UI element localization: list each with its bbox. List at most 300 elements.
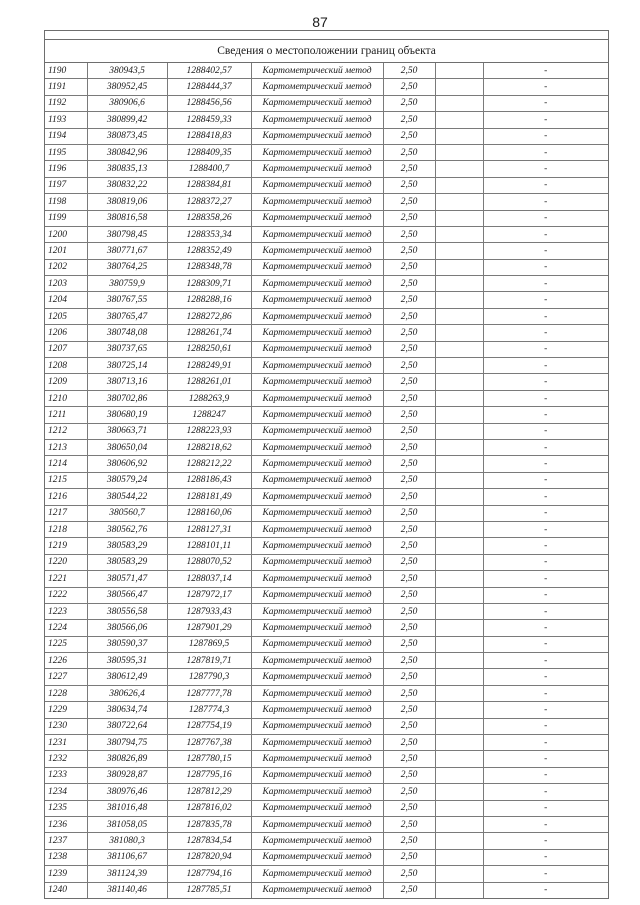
empty-cell bbox=[435, 95, 483, 111]
x-coordinate: 381140,46 bbox=[87, 882, 167, 898]
accuracy-value: 2,50 bbox=[383, 587, 435, 603]
point-number: 1201 bbox=[45, 243, 87, 259]
dash-cell: - bbox=[483, 144, 608, 160]
point-number: 1226 bbox=[45, 653, 87, 669]
dash-cell: - bbox=[483, 63, 608, 79]
x-coordinate: 380612,49 bbox=[87, 669, 167, 685]
table-row bbox=[45, 194, 608, 210]
accuracy-value: 2,50 bbox=[383, 603, 435, 619]
y-coordinate: 1287777,78 bbox=[167, 685, 251, 701]
empty-cell bbox=[435, 489, 483, 505]
x-coordinate: 380556,58 bbox=[87, 603, 167, 619]
table-row bbox=[45, 276, 608, 292]
y-coordinate: 1287780,15 bbox=[167, 751, 251, 767]
x-coordinate: 380634,74 bbox=[87, 702, 167, 718]
determination-method: Картометрический метод bbox=[251, 112, 383, 128]
determination-method: Картометрический метод bbox=[251, 472, 383, 488]
y-coordinate: 1288418,83 bbox=[167, 128, 251, 144]
empty-cell bbox=[435, 112, 483, 128]
accuracy-value: 2,50 bbox=[383, 554, 435, 570]
point-number: 1230 bbox=[45, 718, 87, 734]
determination-method: Картометрический метод bbox=[251, 358, 383, 374]
y-coordinate: 1287774,3 bbox=[167, 702, 251, 718]
x-coordinate: 380771,67 bbox=[87, 243, 167, 259]
table-row bbox=[45, 800, 608, 816]
determination-method: Картометрический метод bbox=[251, 702, 383, 718]
determination-method: Картометрический метод bbox=[251, 276, 383, 292]
point-number: 1197 bbox=[45, 177, 87, 193]
determination-method: Картометрический метод bbox=[251, 521, 383, 537]
y-coordinate: 1288459,33 bbox=[167, 112, 251, 128]
empty-cell bbox=[435, 849, 483, 865]
y-coordinate: 1288456,56 bbox=[167, 95, 251, 111]
dash-cell: - bbox=[483, 226, 608, 242]
determination-method: Картометрический метод bbox=[251, 767, 383, 783]
determination-method: Картометрический метод bbox=[251, 669, 383, 685]
dash-cell: - bbox=[483, 95, 608, 111]
y-coordinate: 1288212,22 bbox=[167, 456, 251, 472]
x-coordinate: 380928,87 bbox=[87, 767, 167, 783]
empty-cell bbox=[435, 735, 483, 751]
dash-cell: - bbox=[483, 603, 608, 619]
dash-cell: - bbox=[483, 194, 608, 210]
table-row bbox=[45, 849, 608, 865]
x-coordinate: 380794,75 bbox=[87, 735, 167, 751]
empty-cell bbox=[435, 882, 483, 898]
determination-method: Картометрический метод bbox=[251, 653, 383, 669]
accuracy-value: 2,50 bbox=[383, 505, 435, 521]
empty-cell bbox=[435, 358, 483, 374]
determination-method: Картометрический метод bbox=[251, 128, 383, 144]
y-coordinate: 1287790,3 bbox=[167, 669, 251, 685]
dash-cell: - bbox=[483, 472, 608, 488]
dash-cell: - bbox=[483, 554, 608, 570]
table-row bbox=[45, 177, 608, 193]
point-number: 1228 bbox=[45, 685, 87, 701]
x-coordinate: 380579,24 bbox=[87, 472, 167, 488]
accuracy-value: 2,50 bbox=[383, 702, 435, 718]
point-number: 1227 bbox=[45, 669, 87, 685]
table-row bbox=[45, 390, 608, 406]
x-coordinate: 380826,89 bbox=[87, 751, 167, 767]
point-number: 1239 bbox=[45, 866, 87, 882]
determination-method: Картометрический метод bbox=[251, 144, 383, 160]
x-coordinate: 380873,45 bbox=[87, 128, 167, 144]
accuracy-value: 2,50 bbox=[383, 226, 435, 242]
point-number: 1190 bbox=[45, 63, 87, 79]
point-number: 1192 bbox=[45, 95, 87, 111]
point-number: 1236 bbox=[45, 816, 87, 832]
accuracy-value: 2,50 bbox=[383, 571, 435, 587]
determination-method: Картометрический метод bbox=[251, 735, 383, 751]
y-coordinate: 1288070,52 bbox=[167, 554, 251, 570]
determination-method: Картометрический метод bbox=[251, 554, 383, 570]
accuracy-value: 2,50 bbox=[383, 800, 435, 816]
dash-cell: - bbox=[483, 259, 608, 275]
x-coordinate: 381124,39 bbox=[87, 866, 167, 882]
table-row bbox=[45, 521, 608, 537]
point-number: 1224 bbox=[45, 620, 87, 636]
accuracy-value: 2,50 bbox=[383, 521, 435, 537]
accuracy-value: 2,50 bbox=[383, 767, 435, 783]
point-number: 1195 bbox=[45, 144, 87, 160]
determination-method: Картометрический метод bbox=[251, 718, 383, 734]
y-coordinate: 1288353,34 bbox=[167, 226, 251, 242]
y-coordinate: 1287835,78 bbox=[167, 816, 251, 832]
accuracy-value: 2,50 bbox=[383, 325, 435, 341]
table-row bbox=[45, 210, 608, 226]
x-coordinate: 380906,6 bbox=[87, 95, 167, 111]
accuracy-value: 2,50 bbox=[383, 161, 435, 177]
y-coordinate: 1288261,74 bbox=[167, 325, 251, 341]
x-coordinate: 380767,55 bbox=[87, 292, 167, 308]
table-row bbox=[45, 144, 608, 160]
determination-method: Картометрический метод bbox=[251, 636, 383, 652]
x-coordinate: 381058,05 bbox=[87, 816, 167, 832]
table-row bbox=[45, 603, 608, 619]
accuracy-value: 2,50 bbox=[383, 849, 435, 865]
table-row bbox=[45, 751, 608, 767]
point-number: 1240 bbox=[45, 882, 87, 898]
table-row bbox=[45, 489, 608, 505]
table-row bbox=[45, 161, 608, 177]
table-header-strip bbox=[45, 31, 608, 40]
empty-cell bbox=[435, 685, 483, 701]
y-coordinate: 1287933,43 bbox=[167, 603, 251, 619]
coordinates-table-body bbox=[45, 63, 608, 898]
dash-cell: - bbox=[483, 325, 608, 341]
point-number: 1233 bbox=[45, 767, 87, 783]
y-coordinate: 1288249,91 bbox=[167, 358, 251, 374]
y-coordinate: 1287820,94 bbox=[167, 849, 251, 865]
x-coordinate: 380566,06 bbox=[87, 620, 167, 636]
dash-cell: - bbox=[483, 423, 608, 439]
empty-cell bbox=[435, 751, 483, 767]
dash-cell: - bbox=[483, 292, 608, 308]
table-row bbox=[45, 292, 608, 308]
dash-cell: - bbox=[483, 653, 608, 669]
x-coordinate: 381016,48 bbox=[87, 800, 167, 816]
empty-cell bbox=[435, 833, 483, 849]
x-coordinate: 380680,19 bbox=[87, 407, 167, 423]
table-row bbox=[45, 439, 608, 455]
determination-method: Картометрический метод bbox=[251, 505, 383, 521]
accuracy-value: 2,50 bbox=[383, 636, 435, 652]
x-coordinate: 380583,29 bbox=[87, 554, 167, 570]
dash-cell: - bbox=[483, 521, 608, 537]
empty-cell bbox=[435, 210, 483, 226]
table-row bbox=[45, 374, 608, 390]
y-coordinate: 1288261,01 bbox=[167, 374, 251, 390]
empty-cell bbox=[435, 636, 483, 652]
determination-method: Картометрический метод bbox=[251, 292, 383, 308]
x-coordinate: 380571,47 bbox=[87, 571, 167, 587]
dash-cell: - bbox=[483, 784, 608, 800]
y-coordinate: 1288400,7 bbox=[167, 161, 251, 177]
accuracy-value: 2,50 bbox=[383, 735, 435, 751]
x-coordinate: 380650,04 bbox=[87, 439, 167, 455]
determination-method: Картометрический метод bbox=[251, 226, 383, 242]
accuracy-value: 2,50 bbox=[383, 816, 435, 832]
table-row bbox=[45, 243, 608, 259]
accuracy-value: 2,50 bbox=[383, 390, 435, 406]
point-number: 1237 bbox=[45, 833, 87, 849]
accuracy-value: 2,50 bbox=[383, 718, 435, 734]
x-coordinate: 380562,76 bbox=[87, 521, 167, 537]
y-coordinate: 1288223,93 bbox=[167, 423, 251, 439]
y-coordinate: 1288247 bbox=[167, 407, 251, 423]
accuracy-value: 2,50 bbox=[383, 866, 435, 882]
y-coordinate: 1287834,54 bbox=[167, 833, 251, 849]
point-number: 1215 bbox=[45, 472, 87, 488]
accuracy-value: 2,50 bbox=[383, 456, 435, 472]
point-number: 1207 bbox=[45, 341, 87, 357]
point-number: 1199 bbox=[45, 210, 87, 226]
accuracy-value: 2,50 bbox=[383, 653, 435, 669]
accuracy-value: 2,50 bbox=[383, 751, 435, 767]
accuracy-value: 2,50 bbox=[383, 439, 435, 455]
y-coordinate: 1288160,06 bbox=[167, 505, 251, 521]
empty-cell bbox=[435, 292, 483, 308]
empty-cell bbox=[435, 472, 483, 488]
empty-cell bbox=[435, 538, 483, 554]
x-coordinate: 380976,46 bbox=[87, 784, 167, 800]
table-row bbox=[45, 63, 608, 79]
empty-cell bbox=[435, 784, 483, 800]
dash-cell: - bbox=[483, 882, 608, 898]
point-number: 1220 bbox=[45, 554, 87, 570]
determination-method: Картометрический метод bbox=[251, 259, 383, 275]
dash-cell: - bbox=[483, 358, 608, 374]
x-coordinate: 380566,47 bbox=[87, 587, 167, 603]
determination-method: Картометрический метод bbox=[251, 390, 383, 406]
dash-cell: - bbox=[483, 702, 608, 718]
table-row bbox=[45, 505, 608, 521]
y-coordinate: 1288348,78 bbox=[167, 259, 251, 275]
accuracy-value: 2,50 bbox=[383, 489, 435, 505]
table-row bbox=[45, 620, 608, 636]
determination-method: Картометрический метод bbox=[251, 816, 383, 832]
determination-method: Картометрический метод bbox=[251, 620, 383, 636]
dash-cell: - bbox=[483, 390, 608, 406]
determination-method: Картометрический метод bbox=[251, 439, 383, 455]
dash-cell: - bbox=[483, 833, 608, 849]
accuracy-value: 2,50 bbox=[383, 538, 435, 554]
accuracy-value: 2,50 bbox=[383, 341, 435, 357]
point-number: 1206 bbox=[45, 325, 87, 341]
table-row bbox=[45, 833, 608, 849]
point-number: 1209 bbox=[45, 374, 87, 390]
point-number: 1231 bbox=[45, 735, 87, 751]
table-row bbox=[45, 407, 608, 423]
empty-cell bbox=[435, 603, 483, 619]
x-coordinate: 380626,4 bbox=[87, 685, 167, 701]
x-coordinate: 380835,13 bbox=[87, 161, 167, 177]
table-row bbox=[45, 456, 608, 472]
x-coordinate: 380590,37 bbox=[87, 636, 167, 652]
y-coordinate: 1287816,02 bbox=[167, 800, 251, 816]
x-coordinate: 380725,14 bbox=[87, 358, 167, 374]
accuracy-value: 2,50 bbox=[383, 308, 435, 324]
y-coordinate: 1288037,14 bbox=[167, 571, 251, 587]
empty-cell bbox=[435, 505, 483, 521]
dash-cell: - bbox=[483, 374, 608, 390]
point-number: 1198 bbox=[45, 194, 87, 210]
table-row bbox=[45, 685, 608, 701]
dash-cell: - bbox=[483, 456, 608, 472]
determination-method: Картометрический метод bbox=[251, 177, 383, 193]
point-number: 1223 bbox=[45, 603, 87, 619]
accuracy-value: 2,50 bbox=[383, 63, 435, 79]
empty-cell bbox=[435, 161, 483, 177]
determination-method: Картометрический метод bbox=[251, 538, 383, 554]
determination-method: Картометрический метод bbox=[251, 63, 383, 79]
dash-cell: - bbox=[483, 308, 608, 324]
dash-cell: - bbox=[483, 505, 608, 521]
empty-cell bbox=[435, 767, 483, 783]
x-coordinate: 380544,22 bbox=[87, 489, 167, 505]
table-row bbox=[45, 95, 608, 111]
accuracy-value: 2,50 bbox=[383, 407, 435, 423]
point-number: 1193 bbox=[45, 112, 87, 128]
accuracy-value: 2,50 bbox=[383, 210, 435, 226]
dash-cell: - bbox=[483, 735, 608, 751]
dash-cell: - bbox=[483, 112, 608, 128]
determination-method: Картометрический метод bbox=[251, 849, 383, 865]
determination-method: Картометрический метод bbox=[251, 685, 383, 701]
empty-cell bbox=[435, 243, 483, 259]
dash-cell: - bbox=[483, 866, 608, 882]
point-number: 1194 bbox=[45, 128, 87, 144]
x-coordinate: 380952,45 bbox=[87, 79, 167, 95]
x-coordinate: 380702,86 bbox=[87, 390, 167, 406]
dash-cell: - bbox=[483, 341, 608, 357]
determination-method: Картометрический метод bbox=[251, 79, 383, 95]
accuracy-value: 2,50 bbox=[383, 112, 435, 128]
determination-method: Картометрический метод bbox=[251, 489, 383, 505]
table-row bbox=[45, 735, 608, 751]
determination-method: Картометрический метод bbox=[251, 456, 383, 472]
point-number: 1238 bbox=[45, 849, 87, 865]
table-row bbox=[45, 423, 608, 439]
table-row bbox=[45, 653, 608, 669]
point-number: 1200 bbox=[45, 226, 87, 242]
accuracy-value: 2,50 bbox=[383, 472, 435, 488]
determination-method: Картометрический метод bbox=[251, 243, 383, 259]
y-coordinate: 1288444,37 bbox=[167, 79, 251, 95]
determination-method: Картометрический метод bbox=[251, 161, 383, 177]
table-row bbox=[45, 784, 608, 800]
determination-method: Картометрический метод bbox=[251, 784, 383, 800]
accuracy-value: 2,50 bbox=[383, 882, 435, 898]
table-row bbox=[45, 226, 608, 242]
y-coordinate: 1288181,49 bbox=[167, 489, 251, 505]
empty-cell bbox=[435, 128, 483, 144]
determination-method: Картометрический метод bbox=[251, 587, 383, 603]
accuracy-value: 2,50 bbox=[383, 784, 435, 800]
x-coordinate: 380798,45 bbox=[87, 226, 167, 242]
accuracy-value: 2,50 bbox=[383, 194, 435, 210]
dash-cell: - bbox=[483, 489, 608, 505]
determination-method: Картометрический метод bbox=[251, 800, 383, 816]
determination-method: Картометрический метод bbox=[251, 341, 383, 357]
boundary-table-sheet bbox=[44, 30, 609, 899]
table-row bbox=[45, 816, 608, 832]
x-coordinate: 380764,25 bbox=[87, 259, 167, 275]
x-coordinate: 380748,08 bbox=[87, 325, 167, 341]
accuracy-value: 2,50 bbox=[383, 144, 435, 160]
table-row bbox=[45, 472, 608, 488]
empty-cell bbox=[435, 259, 483, 275]
dash-cell: - bbox=[483, 79, 608, 95]
empty-cell bbox=[435, 423, 483, 439]
accuracy-value: 2,50 bbox=[383, 177, 435, 193]
dash-cell: - bbox=[483, 407, 608, 423]
determination-method: Картометрический метод bbox=[251, 882, 383, 898]
determination-method: Картометрический метод bbox=[251, 308, 383, 324]
dash-cell: - bbox=[483, 751, 608, 767]
empty-cell bbox=[435, 79, 483, 95]
dash-cell: - bbox=[483, 620, 608, 636]
table-row bbox=[45, 341, 608, 357]
y-coordinate: 1288101,11 bbox=[167, 538, 251, 554]
empty-cell bbox=[435, 63, 483, 79]
determination-method: Картометрический метод bbox=[251, 866, 383, 882]
x-coordinate: 380816,58 bbox=[87, 210, 167, 226]
empty-cell bbox=[435, 226, 483, 242]
determination-method: Картометрический метод bbox=[251, 833, 383, 849]
y-coordinate: 1288352,49 bbox=[167, 243, 251, 259]
table-row bbox=[45, 767, 608, 783]
y-coordinate: 1287794,16 bbox=[167, 866, 251, 882]
empty-cell bbox=[435, 866, 483, 882]
empty-cell bbox=[435, 800, 483, 816]
determination-method: Картометрический метод bbox=[251, 423, 383, 439]
dash-cell: - bbox=[483, 767, 608, 783]
point-number: 1213 bbox=[45, 439, 87, 455]
determination-method: Картометрический метод bbox=[251, 194, 383, 210]
determination-method: Картометрический метод bbox=[251, 374, 383, 390]
point-number: 1212 bbox=[45, 423, 87, 439]
table-row bbox=[45, 718, 608, 734]
dash-cell: - bbox=[483, 538, 608, 554]
accuracy-value: 2,50 bbox=[383, 685, 435, 701]
empty-cell bbox=[435, 276, 483, 292]
y-coordinate: 1288263,9 bbox=[167, 390, 251, 406]
empty-cell bbox=[435, 407, 483, 423]
y-coordinate: 1288288,16 bbox=[167, 292, 251, 308]
y-coordinate: 1287754,19 bbox=[167, 718, 251, 734]
point-number: 1216 bbox=[45, 489, 87, 505]
table-row bbox=[45, 669, 608, 685]
point-number: 1202 bbox=[45, 259, 87, 275]
empty-cell bbox=[435, 341, 483, 357]
empty-cell bbox=[435, 653, 483, 669]
dash-cell: - bbox=[483, 177, 608, 193]
point-number: 1225 bbox=[45, 636, 87, 652]
dash-cell: - bbox=[483, 587, 608, 603]
dash-cell: - bbox=[483, 276, 608, 292]
x-coordinate: 380943,5 bbox=[87, 63, 167, 79]
empty-cell bbox=[435, 177, 483, 193]
dash-cell: - bbox=[483, 685, 608, 701]
point-number: 1232 bbox=[45, 751, 87, 767]
accuracy-value: 2,50 bbox=[383, 79, 435, 95]
y-coordinate: 1288384,81 bbox=[167, 177, 251, 193]
accuracy-value: 2,50 bbox=[383, 243, 435, 259]
dash-cell: - bbox=[483, 571, 608, 587]
point-number: 1234 bbox=[45, 784, 87, 800]
